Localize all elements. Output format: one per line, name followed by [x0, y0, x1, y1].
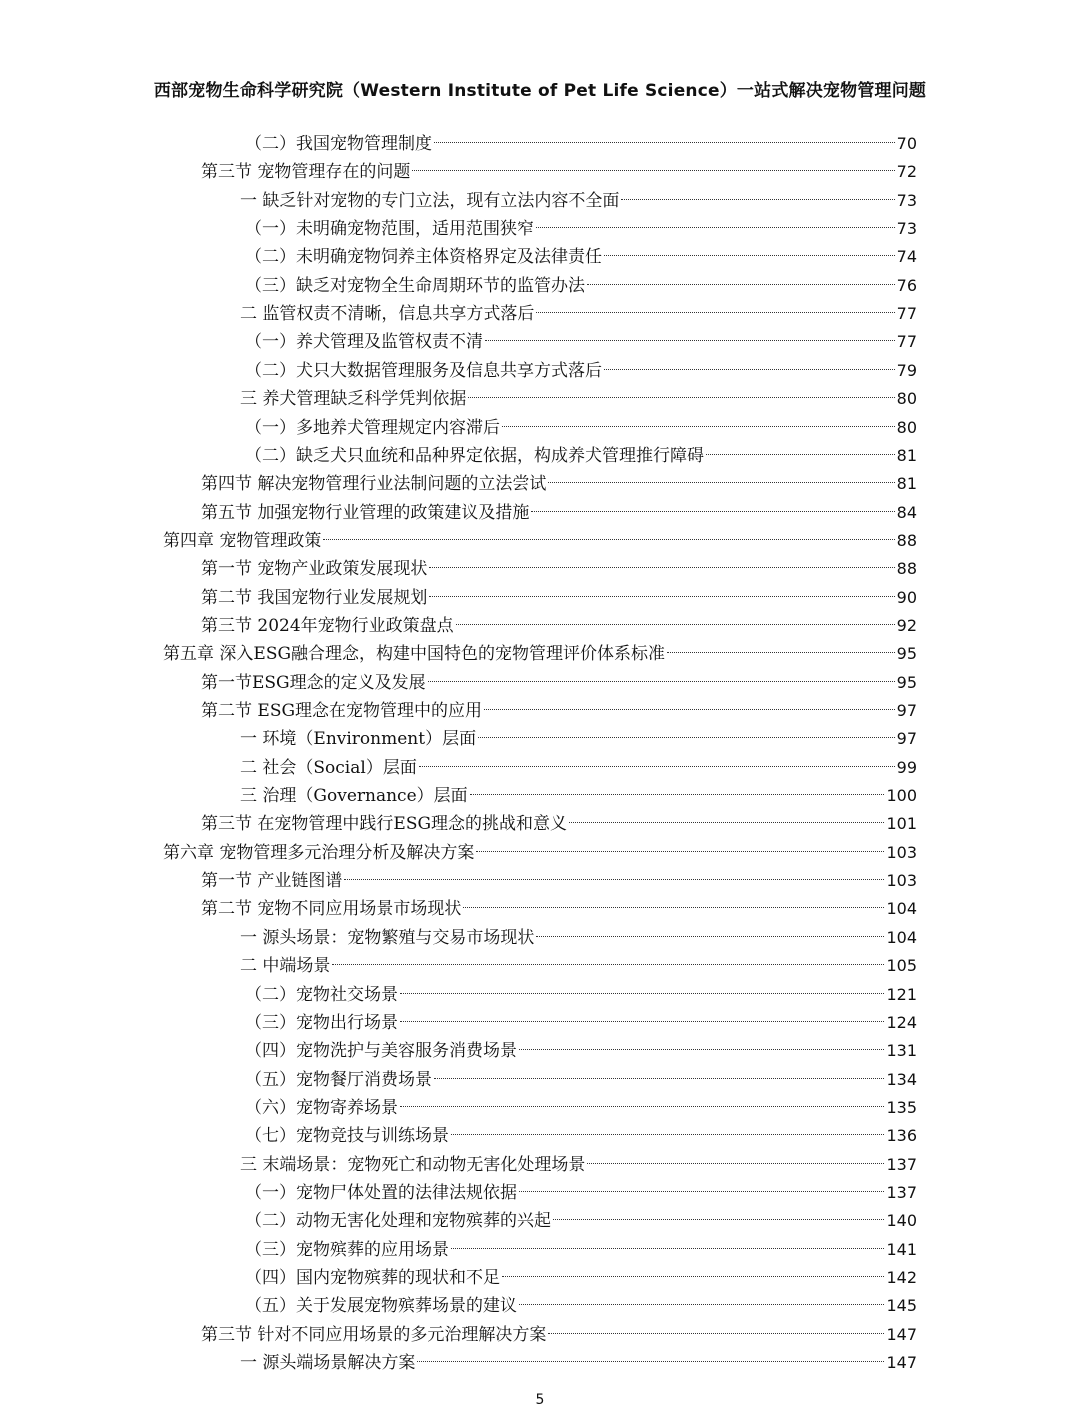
page-number: 5: [535, 1392, 545, 1408]
dot-leader: [531, 511, 894, 512]
dot-leader: [621, 199, 894, 200]
dot-leader: [456, 624, 895, 625]
dot-leader: [451, 1134, 884, 1135]
toc-entry-page: 76: [896, 275, 917, 295]
toc-entry[interactable]: [201, 612, 917, 640]
toc-entry-page: 81: [896, 474, 917, 494]
dot-leader: [451, 1248, 884, 1249]
toc-entry-title: 三 养犬管理缺乏科学凭判依据: [240, 389, 467, 410]
toc-entry[interactable]: [201, 810, 917, 838]
toc-entry[interactable]: [245, 1207, 917, 1235]
toc-entry-page: 131: [886, 1041, 917, 1061]
toc-entry[interactable]: [201, 867, 917, 895]
toc-entry-title: 三 末端场景：宠物死亡和动物无害化处理场景: [240, 1154, 586, 1175]
toc-entry-title: 一 源头端场景解决方案: [240, 1353, 416, 1374]
toc-entry-title: 二 中端场景: [240, 956, 331, 977]
dot-leader: [412, 170, 894, 171]
toc-entry-title: 第四节 解决宠物管理行业法制问题的立法尝试: [201, 474, 547, 495]
toc-entry[interactable]: [245, 1066, 917, 1094]
toc-entry-page: 141: [886, 1239, 917, 1259]
toc-entry-title: 第三节 2024年宠物行业政策盘点: [201, 615, 454, 636]
toc-entry[interactable]: [245, 243, 917, 271]
toc-entry-title: 三 治理（Governance）层面: [240, 786, 468, 807]
dot-leader: [587, 1163, 884, 1164]
toc-entry[interactable]: [201, 697, 917, 725]
toc-entry-page: 137: [886, 1182, 917, 1202]
toc-entry[interactable]: [201, 499, 917, 527]
dot-leader: [434, 142, 895, 143]
toc-entry[interactable]: [201, 669, 917, 697]
dot-leader: [536, 227, 895, 228]
toc-entry[interactable]: [245, 1094, 917, 1122]
toc-entry-title: （二）犬只大数据管理服务及信息共享方式落后: [245, 360, 602, 381]
toc-entry[interactable]: [240, 300, 917, 328]
toc-entry-page: 140: [886, 1211, 917, 1231]
toc-entry-page: 103: [886, 842, 917, 862]
toc-entry-title: 第二节 ESG理念在宠物管理中的应用: [201, 701, 483, 721]
toc-entry-page: 73: [896, 219, 917, 239]
toc-entry-page: 88: [896, 530, 917, 550]
dot-leader: [463, 907, 884, 908]
toc-entry-title: （一）养犬管理及监管权责不清: [245, 332, 483, 353]
dot-leader: [429, 596, 894, 597]
toc-entry-title: 一 缺乏针对宠物的专门立法，现有立法内容不全面: [240, 190, 620, 211]
toc-entry[interactable]: [163, 640, 917, 668]
toc-entry-page: 135: [886, 1097, 917, 1117]
dot-leader: [553, 1219, 884, 1220]
toc-entry-page: 95: [896, 672, 917, 692]
toc-entry[interactable]: [245, 1179, 917, 1207]
dot-leader: [468, 397, 894, 398]
toc-entry[interactable]: [240, 924, 917, 952]
toc-entry-page: 134: [886, 1069, 917, 1089]
dot-leader: [519, 1191, 884, 1192]
dot-leader: [417, 1361, 884, 1362]
dot-leader: [344, 879, 884, 880]
toc-entry-page: 121: [886, 984, 917, 1004]
toc-entry-page: 104: [886, 899, 917, 919]
toc-entry-title: 第一节 产业链图谱: [201, 871, 343, 892]
toc-entry[interactable]: [245, 1236, 917, 1264]
dot-leader: [604, 255, 895, 256]
toc-entry-title: （四）宠物洗护与美容服务消费场景: [245, 1041, 517, 1062]
toc-entry-page: 72: [896, 162, 917, 182]
toc-entry-title: （五）宠物餐厅消费场景: [245, 1069, 432, 1090]
toc-entry[interactable]: [245, 357, 917, 385]
toc-entry-title: 第六章 宠物管理多元治理分析及解决方案: [163, 842, 475, 863]
toc-entry[interactable]: [245, 215, 917, 243]
toc-entry-page: 90: [896, 587, 917, 607]
toc-entry[interactable]: [245, 1037, 917, 1065]
toc-entry[interactable]: [240, 782, 917, 810]
dot-leader: [604, 369, 895, 370]
toc-entry-page: 70: [896, 134, 917, 153]
toc-entry-title: （二）动物无害化处理和宠物殡葬的兴起: [245, 1211, 551, 1232]
toc-entry-title: 第四章 宠物管理政策: [163, 530, 322, 551]
toc-entry[interactable]: [245, 414, 917, 442]
toc-entry[interactable]: [245, 130, 917, 158]
dot-leader: [667, 652, 895, 653]
toc-entry[interactable]: [201, 158, 917, 186]
toc-entry-title: （二）宠物社交场景: [245, 984, 398, 1005]
toc-entry-page: 84: [896, 502, 917, 522]
toc-entry-title: （三）宠物出行场景: [245, 1012, 398, 1033]
dot-leader: [323, 539, 894, 540]
toc-entry-page: 101: [886, 814, 917, 834]
toc-entry[interactable]: [245, 1122, 917, 1150]
toc-entry[interactable]: [240, 725, 917, 753]
toc-entry-title: 第三节 在宠物管理中践行ESG理念的挑战和意义: [201, 814, 568, 835]
toc-entry-page: 73: [896, 190, 917, 210]
toc-entry-title: （二）缺乏犬只血统和品种界定依据，构成养犬管理推行障碍: [245, 445, 704, 466]
toc-entry-title: 二 监管权责不清晰，信息共享方式落后: [240, 304, 535, 325]
dot-leader: [548, 1333, 884, 1334]
toc-entry-page: 80: [896, 417, 917, 437]
toc-entry-page: 77: [896, 332, 917, 352]
toc-entry-title: 第三节 宠物管理存在的问题: [201, 162, 411, 183]
toc-entry[interactable]: [245, 981, 917, 1009]
toc-entry-page: 100: [886, 786, 917, 806]
toc-entry[interactable]: [240, 385, 917, 413]
toc-entry[interactable]: [245, 442, 917, 470]
toc-entry-page: 105: [886, 956, 917, 976]
toc-entry[interactable]: [240, 952, 917, 980]
toc-entry-title: （四）国内宠物殡葬的现状和不足: [245, 1268, 500, 1288]
toc-entry-title: （一）未明确宠物范围，适用范围狭窄: [245, 219, 534, 240]
toc-entry[interactable]: [240, 187, 917, 215]
toc-entry-page: 99: [896, 757, 917, 777]
dot-leader: [400, 1106, 884, 1107]
dot-leader: [485, 340, 895, 341]
toc-entry-title: 第三节 针对不同应用场景的多元治理解决方案: [201, 1324, 547, 1345]
toc-entry-page: 74: [896, 247, 917, 267]
toc-entry[interactable]: [163, 527, 917, 555]
toc-entry[interactable]: [240, 1349, 917, 1377]
toc-entry-title: （七）宠物竞技与训练场景: [245, 1126, 449, 1147]
toc-entry-title: 第二节 宠物不同应用场景市场现状: [201, 899, 462, 920]
toc-entry-title: 二 社会（Social）层面: [240, 757, 417, 778]
toc-entry-page: 97: [896, 729, 917, 749]
toc-entry[interactable]: [245, 272, 917, 300]
toc-entry[interactable]: [201, 555, 917, 583]
dot-leader: [434, 1078, 884, 1079]
toc-entry-title: 一 源头场景：宠物繁殖与交易市场现状: [240, 927, 535, 948]
toc-entry-title: （二）我国宠物管理制度: [245, 134, 432, 154]
toc-entry-page: 92: [896, 615, 917, 635]
dot-leader: [419, 766, 895, 767]
toc-entry[interactable]: [245, 328, 917, 356]
toc-entry[interactable]: [163, 839, 917, 867]
dot-leader: [569, 822, 884, 823]
toc-entry-page: 103: [886, 871, 917, 891]
dot-leader: [478, 737, 895, 738]
toc-entry-title: （三）缺乏对宠物全生命周期环节的监管办法: [245, 275, 585, 296]
toc-entry-title: （五）关于发展宠物殡葬场景的建议: [245, 1296, 517, 1317]
dot-leader: [476, 851, 884, 852]
toc-entry-page: 77: [896, 304, 917, 324]
toc-entry-page: 124: [886, 1012, 917, 1032]
dot-leader: [332, 964, 884, 965]
toc-entry-title: 第一节ESG理念的定义及发展: [201, 672, 426, 693]
toc-entry-title: （六）宠物寄养场景: [245, 1097, 398, 1118]
toc-entry-title: （二）未明确宠物饲养主体资格界定及法律责任: [245, 247, 602, 268]
dot-leader: [706, 454, 895, 455]
toc-entry[interactable]: [201, 895, 917, 923]
dot-leader: [519, 1049, 884, 1050]
toc-entry[interactable]: [245, 1292, 917, 1320]
toc-entry-title: （一）多地养犬管理规定内容滞后: [245, 417, 500, 438]
dot-leader: [502, 426, 895, 427]
toc-entry-page: 79: [896, 360, 917, 380]
toc-entry[interactable]: [240, 754, 917, 782]
toc-entry[interactable]: [201, 584, 917, 612]
toc-entry[interactable]: [201, 470, 917, 498]
toc-entry-title: 一 环境（Environment）层面: [240, 729, 477, 750]
toc-entry-page: 145: [886, 1296, 917, 1316]
dot-leader: [587, 284, 895, 285]
dot-leader: [429, 567, 894, 568]
toc-entry-title: 第一节 宠物产业政策发展现状: [201, 559, 428, 580]
toc-entry-page: 137: [886, 1154, 917, 1174]
dot-leader: [548, 482, 894, 483]
dot-leader: [519, 1304, 884, 1305]
toc-entry[interactable]: [240, 1151, 917, 1179]
dot-leader: [400, 993, 884, 994]
toc-entry-page: 104: [886, 927, 917, 947]
toc-entry-page: 136: [886, 1126, 917, 1146]
toc-entry-title: （三）宠物殡葬的应用场景: [245, 1239, 449, 1260]
toc-entry-title: （一）宠物尸体处置的法律法规依据: [245, 1182, 517, 1203]
toc-entry-page: 97: [896, 701, 917, 720]
toc-entry-page: 80: [896, 389, 917, 409]
toc-entry-page: 88: [896, 559, 917, 579]
toc-entry-title: 第五章 深入ESG融合理念，构建中国特色的宠物管理评价体系标准: [163, 644, 666, 665]
toc-entry[interactable]: [245, 1264, 917, 1292]
dot-leader: [536, 936, 884, 937]
toc-entry-title: 第二节 我国宠物行业发展规划: [201, 587, 428, 608]
dot-leader: [428, 681, 895, 682]
toc-entry-page: 142: [886, 1268, 917, 1287]
toc-entry[interactable]: [245, 1009, 917, 1037]
dot-leader: [400, 1021, 884, 1022]
toc-entry-page: 147: [886, 1353, 917, 1373]
dot-leader: [484, 709, 895, 710]
dot-leader: [470, 794, 885, 795]
dot-leader: [502, 1276, 884, 1277]
dot-leader: [536, 312, 894, 313]
toc-entry-page: 147: [886, 1324, 917, 1344]
page-header: 西部宠物生命科学研究院（Western Institute of Pet Life Science）一站式解决宠物管理问题: [153, 81, 927, 101]
toc-entry-title: 第五节 加强宠物行业管理的政策建议及措施: [201, 502, 530, 523]
toc-entry[interactable]: [201, 1321, 917, 1349]
toc-entry-page: 81: [896, 445, 917, 465]
toc-entry-page: 95: [896, 644, 917, 664]
